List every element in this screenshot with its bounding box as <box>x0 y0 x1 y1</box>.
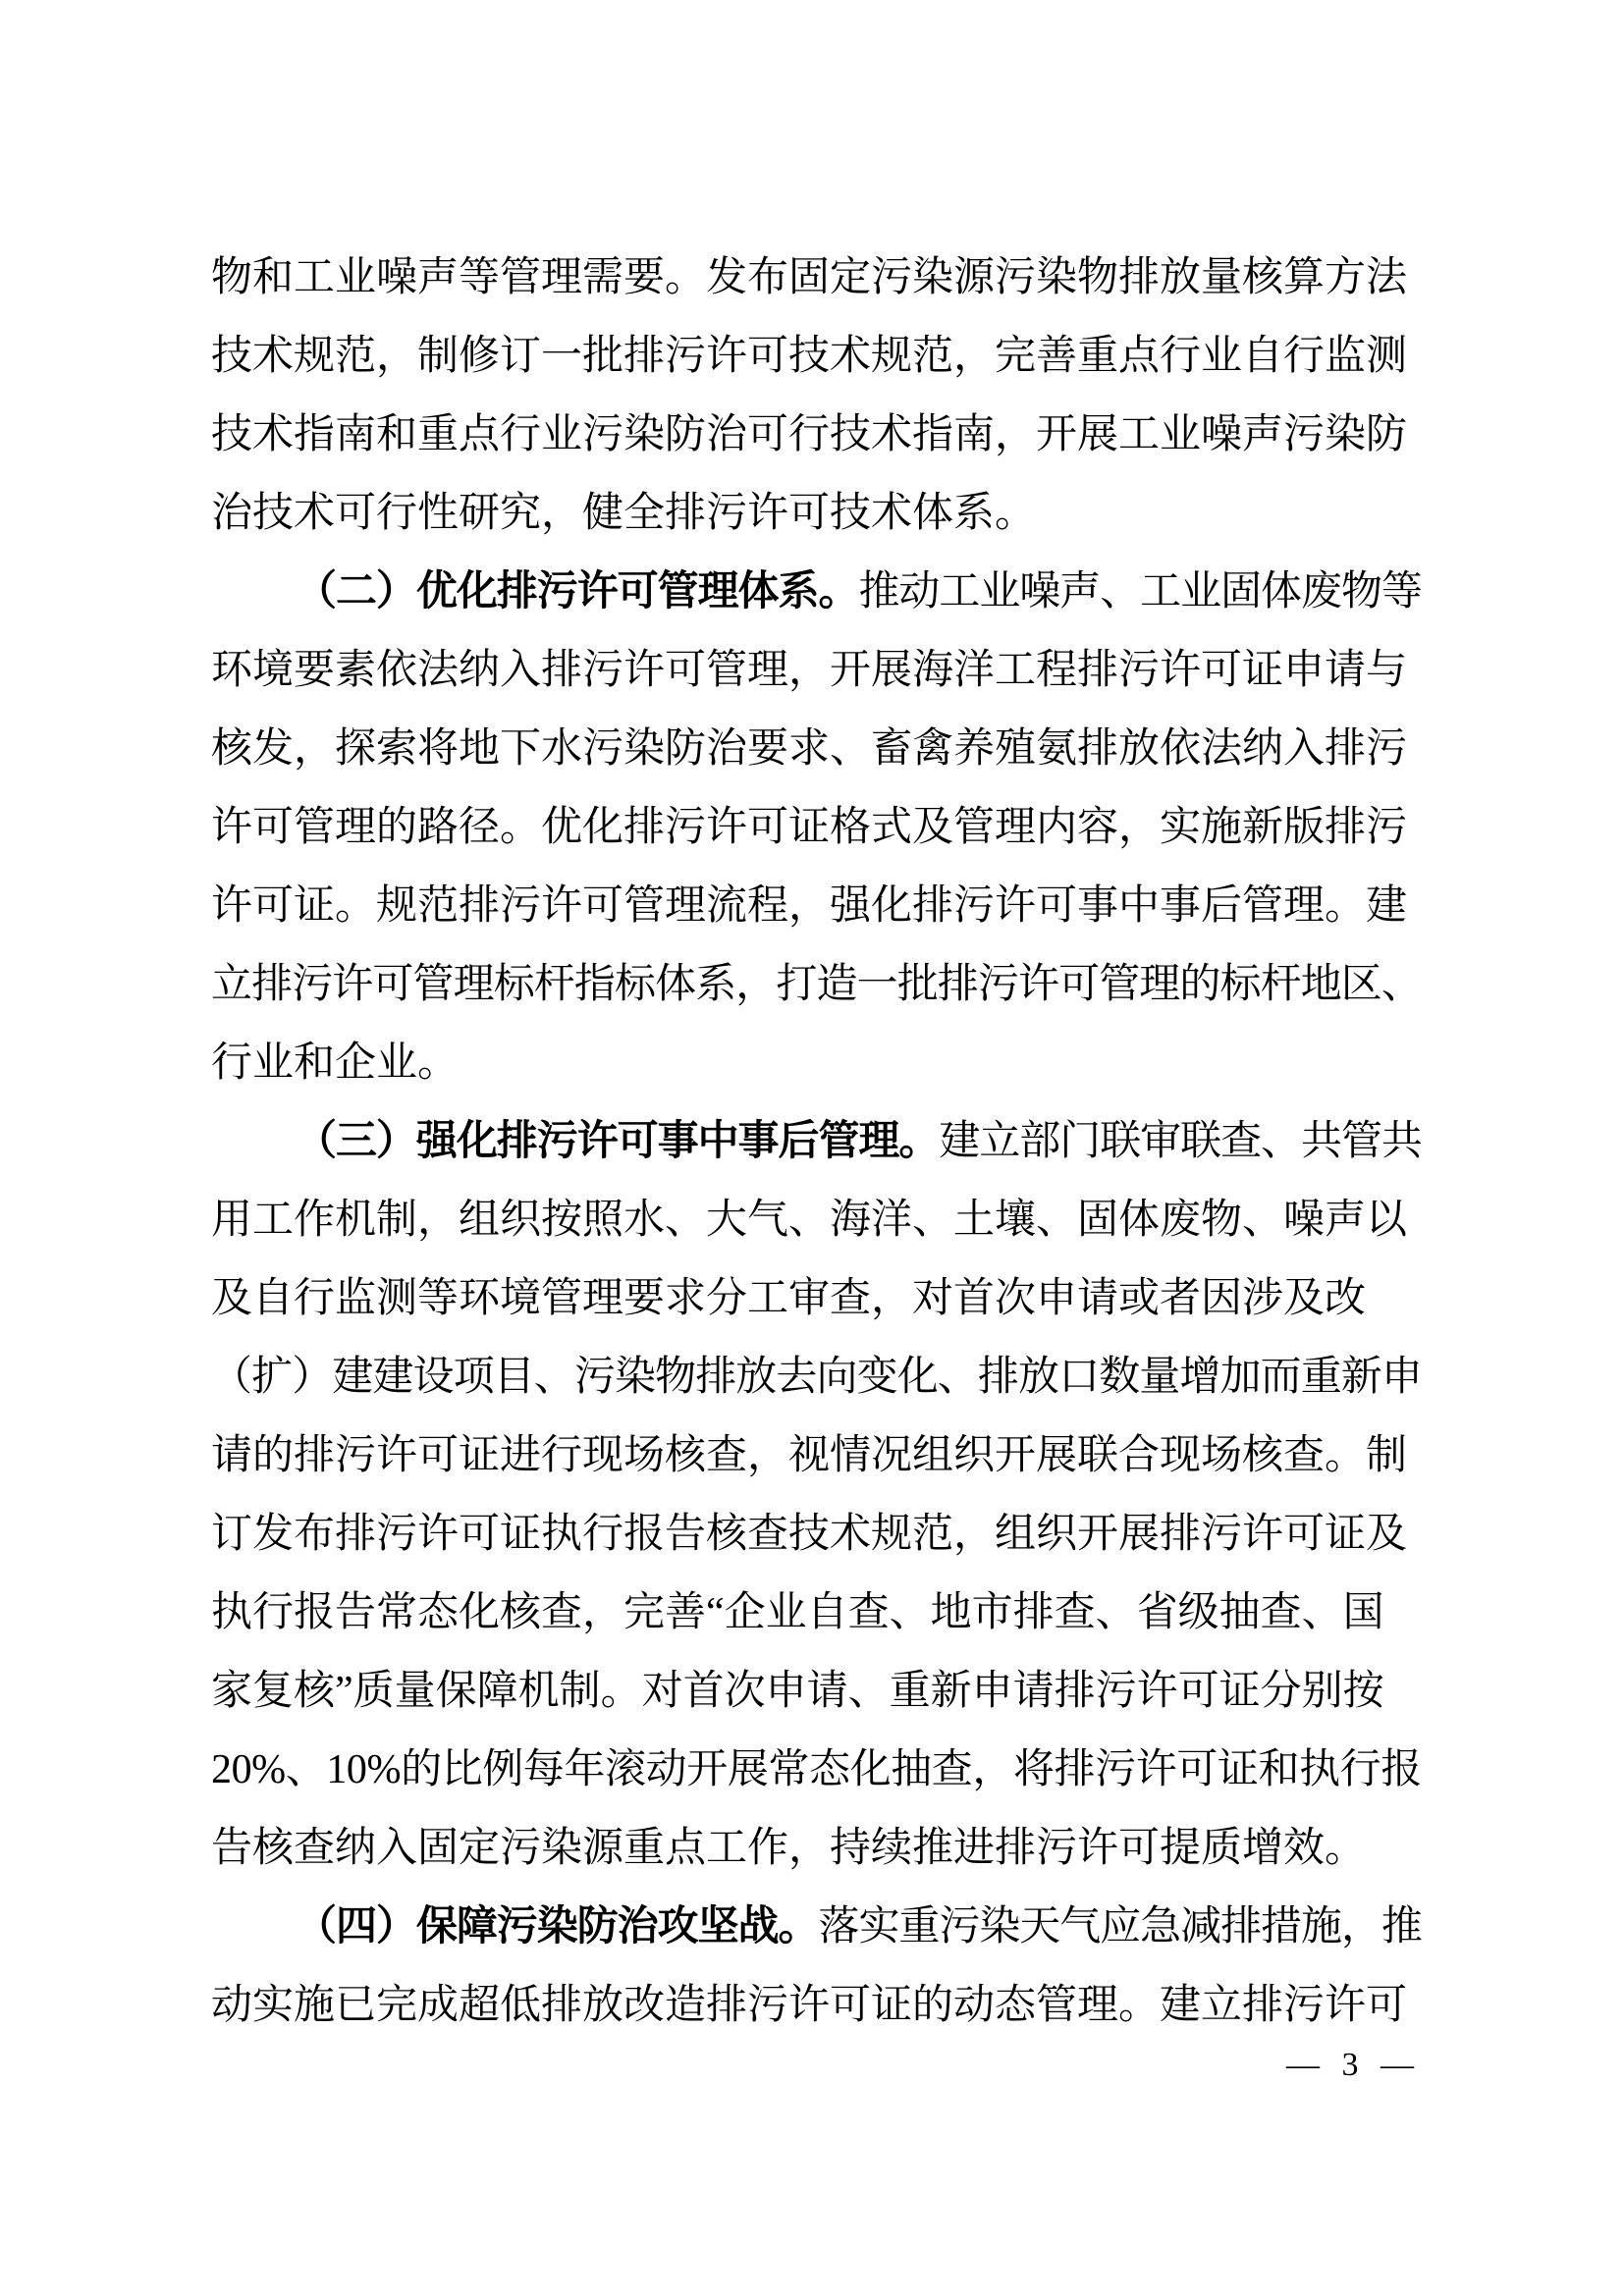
body-text: 环境要素依法纳入排污许可管理，开展海洋工程排污许可证申请与 <box>211 648 1408 693</box>
body-text: 核发，探索将地下水污染防治要求、畜禽养殖氨排放依法纳入排污 <box>211 726 1408 772</box>
text-line <box>211 1024 1422 1102</box>
text-line <box>211 1809 1422 1888</box>
text-line <box>211 553 1422 631</box>
section-heading-text: （二）优化排污许可管理体系。 <box>296 569 859 614</box>
text-line <box>211 317 1422 396</box>
text-line <box>211 945 1422 1024</box>
text-line <box>211 1731 1422 1809</box>
text-line <box>211 1416 1422 1495</box>
body-text: 落实重污染天气应急减排措施，推 <box>818 1904 1422 1949</box>
body-text: （扩）建建设项目、污染物排放去向变化、排放口数量增加而重新申 <box>211 1355 1423 1400</box>
body-text: 治技术可行性研究，健全排污许可技术体系。 <box>211 491 1037 536</box>
body-text: 订发布排污许可证执行报告核查技术规范，组织开展排污许可证及 <box>211 1512 1408 1557</box>
body-text: 技术指南和重点行业污染防治可行技术指南，开展工业噪声污染防 <box>211 412 1408 457</box>
text-line <box>211 1259 1422 1338</box>
body-text: 动实施已完成超低排放改造排污许可证的动态管理。建立排污许可 <box>211 1983 1408 2028</box>
body-text: 建立部门联审联查、共管共 <box>939 1119 1422 1164</box>
body-text: 许可管理的路径。优化排污许可证格式及管理内容，实施新版排污 <box>211 805 1408 850</box>
body-text: 用工作机制，组织按照水、大气、海洋、土壤、固体废物、噪声以 <box>211 1198 1408 1243</box>
body-text: 20%、10%的比例每年滚动开展常态化抽查，将排污许可证和执行报 <box>211 1747 1422 1792</box>
text-line <box>211 239 1422 317</box>
section-heading-text: （四）保障污染防治攻坚战。 <box>296 1904 819 1949</box>
text-line <box>211 1495 1422 1574</box>
body-text: 家复核”质量保障机制。对首次申请、重新申请排污许可证分别按 <box>211 1669 1384 1714</box>
text-line <box>211 1888 1422 1966</box>
text-line <box>211 1652 1422 1731</box>
body-text: 立排污许可管理标杆指标体系，打造一批排污许可管理的标杆地区、 <box>211 962 1423 1007</box>
text-line <box>211 631 1422 710</box>
body-text: 技术规范，制修订一批排污许可技术规范，完善重点行业自行监测 <box>211 334 1408 379</box>
body-text: 许可证。规范排污许可管理流程，强化排污许可事中事后管理。建 <box>211 883 1408 929</box>
section-heading-text: （三）强化排污许可事中事后管理。 <box>296 1119 940 1164</box>
text-line <box>211 1966 1422 2045</box>
body-text: 告核查纳入固定污染源重点工作，持续推进排污许可提质增效。 <box>211 1826 1367 1871</box>
text-line <box>211 474 1422 553</box>
body-text: 推动工业噪声、工业固体废物等 <box>858 569 1422 614</box>
text-line <box>211 788 1422 867</box>
body-text: 物和工业噪声等管理需要。发布固定污染源污染物排放量核算方法 <box>211 255 1408 300</box>
body-text: 行业和企业。 <box>211 1041 460 1086</box>
text-line <box>211 1181 1422 1259</box>
text-line <box>211 867 1422 945</box>
page-number: — 3 — <box>1286 2047 1414 2083</box>
body-text: 请的排污许可证进行现场核查，视情况组织开展联合现场核查。制 <box>211 1433 1408 1478</box>
body-text: 及自行监测等环境管理要求分工审查，对首次申请或者因涉及改 <box>211 1276 1367 1321</box>
text-line <box>211 1574 1422 1652</box>
text-line <box>211 1338 1422 1416</box>
text-line <box>211 710 1422 788</box>
text-line <box>211 396 1422 474</box>
text-line <box>211 1102 1422 1181</box>
document-body <box>211 239 1422 2045</box>
body-text: 执行报告常态化核查，完善“企业自查、地市排查、省级抽查、国 <box>211 1590 1384 1635</box>
